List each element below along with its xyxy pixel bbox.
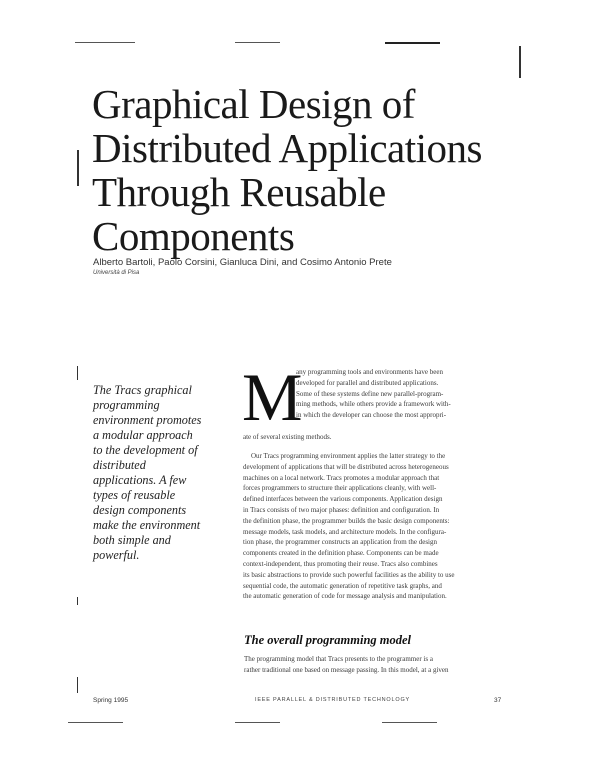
pull-quote-line: a modular approach — [93, 428, 193, 442]
footer-page-number: 37 — [494, 697, 502, 704]
pull-quote-line: to the development of — [93, 443, 198, 457]
bottom-rule-left — [68, 722, 123, 723]
body-line: Some of these systems define new parallel-program- — [296, 389, 444, 398]
pull-quote-line: The Tracs graphical — [93, 383, 192, 397]
body-line: components created in the definition phase. Components can be made — [243, 549, 439, 558]
body-line: message models, task models, and architecture models. In the configura- — [243, 527, 447, 536]
pull-quote-line: both simple and — [93, 533, 171, 547]
title-line: Distributed Applications — [92, 125, 482, 171]
body-line: development of applications that will be distributed across heterogeneous — [243, 462, 449, 471]
pull-quote-line: design components — [93, 503, 187, 517]
body-line: in which the developer can choose the most appropri- — [296, 411, 447, 420]
body-paragraph-3 — [244, 654, 509, 676]
pull-quote-line: applications. A few — [93, 473, 187, 487]
bottom-rule-right — [382, 722, 437, 723]
body-line: its basic abstractions to provide such powerful facilities as the ability to use — [243, 570, 455, 579]
body-line: Our Tracs programming environment applies the latter strategy to the — [251, 452, 446, 460]
body-line: tion phase, the programmer constructs an application from the design — [243, 538, 438, 547]
body-line: any programming tools and environments have been — [296, 368, 443, 376]
margin-mark-middle — [77, 366, 78, 380]
pull-quote-line: programming — [93, 398, 160, 412]
pull-quote — [93, 383, 228, 563]
drop-cap: M — [242, 359, 303, 435]
title-line: Components — [92, 213, 295, 259]
top-rule-left — [75, 42, 135, 43]
body-line: ate of several existing methods. — [243, 433, 332, 441]
author-list: Alberto Bartoli, Paolo Corsini, Gianluca Dini, and Cosimo Antonio Prete — [93, 257, 392, 268]
body-line: the automatic generation of code for message analysis and manipulation. — [243, 592, 447, 601]
margin-mark-bottom — [77, 677, 78, 693]
article-title — [92, 82, 492, 258]
margin-mark-lower — [77, 597, 78, 605]
footer-journal: IEEE PARALLEL & DISTRIBUTED TECHNOLOGY — [255, 697, 410, 703]
author-affiliation: Università di Pisa — [93, 270, 140, 276]
body-line: machines on a local network. Tracs promotes a modular approach that — [243, 473, 440, 482]
pull-quote-line: types of reusable — [93, 488, 176, 502]
top-rule-mid — [235, 42, 280, 43]
title-margin-mark — [77, 150, 79, 186]
pull-quote-line: distributed — [93, 458, 146, 472]
body-line: developed for parallel and distributed applications. — [296, 378, 439, 387]
body-line: The programming model that Tracs presents to the programmer is a — [244, 655, 433, 663]
body-line: sequential code, the automatic generation of repetitive task graphs, and — [243, 581, 442, 590]
top-right-vertical-mark — [519, 46, 521, 78]
body-line: the definition phase, the programmer builds the basic design components: — [243, 516, 450, 525]
title-line: Graphical Design of — [92, 81, 415, 127]
pull-quote-line: environment promotes — [93, 413, 202, 427]
footer-issue: Spring 1995 — [93, 697, 129, 704]
body-paragraph-1 — [296, 367, 508, 421]
body-line: context-independent, thus promoting their reuse. Tracs also combines — [243, 559, 438, 568]
body-line: forces programmers to structure their applications cleanly, with well- — [243, 484, 437, 493]
title-line: Through Reusable — [92, 169, 386, 215]
body-line: defined interfaces between the various components. Application design — [243, 495, 443, 504]
bottom-rule-mid — [235, 722, 280, 723]
body-paragraph-2 — [243, 451, 508, 602]
body-paragraph-1-continued — [243, 432, 508, 443]
body-line: in Tracs consists of two major phases: definition and configuration. In — [243, 505, 440, 514]
section-heading: The overall programming model — [244, 633, 412, 647]
body-line: ming methods, while others provide a framework with- — [296, 400, 451, 409]
pull-quote-line: powerful. — [93, 548, 140, 562]
body-line: rather traditional one based on message passing. In this model, at a given — [244, 665, 449, 674]
top-rule-right — [385, 42, 440, 44]
pull-quote-line: make the environment — [93, 518, 201, 532]
